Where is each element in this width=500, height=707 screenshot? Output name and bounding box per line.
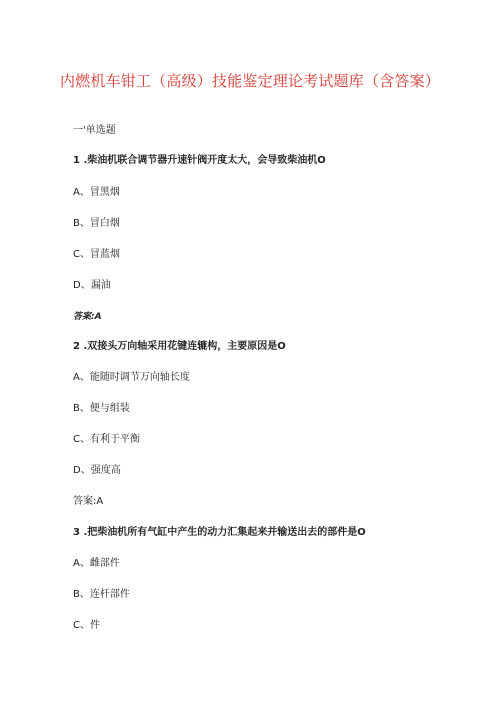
- question-3-stem: 3 .把柴油机所有气缸中产生的动力汇集起来并输送出去的部件是O: [73, 527, 366, 538]
- question-2-option-b: B、便与组装: [73, 403, 130, 414]
- question-2-stem: 2 .双接头万向轴采用花键连辘构，主要原因是O: [73, 341, 286, 352]
- document-title: 内燃机车钳工（高级）技能鉴定理论考试题库（含答案）: [59, 72, 440, 90]
- question-1-answer: 答案:A: [73, 312, 102, 322]
- question-3-option-b: B、连杆部件: [73, 589, 130, 600]
- question-1-option-b: B、冒白烟: [73, 218, 120, 229]
- question-2-option-c: C、有利于平衡: [73, 434, 140, 445]
- section-heading: 一'单选题: [73, 125, 116, 136]
- question-2-option-d: D、强度高: [73, 465, 121, 476]
- question-1-option-c: C、冒蓝烟: [73, 249, 120, 260]
- question-2-answer: 答案:A: [73, 496, 104, 507]
- question-3-option-c: C、件: [73, 620, 100, 631]
- question-1-option-a: A、冒黑烟: [73, 187, 120, 198]
- question-1-option-d: D、漏油: [73, 280, 111, 291]
- question-3-option-a: A、雌部件: [73, 558, 120, 569]
- question-2-option-a: A、能随时调节万向轴长度: [73, 372, 190, 383]
- question-1-stem: 1 .柴油机联合调节器升速针阀开度太大，会导致柴油机O: [73, 155, 326, 166]
